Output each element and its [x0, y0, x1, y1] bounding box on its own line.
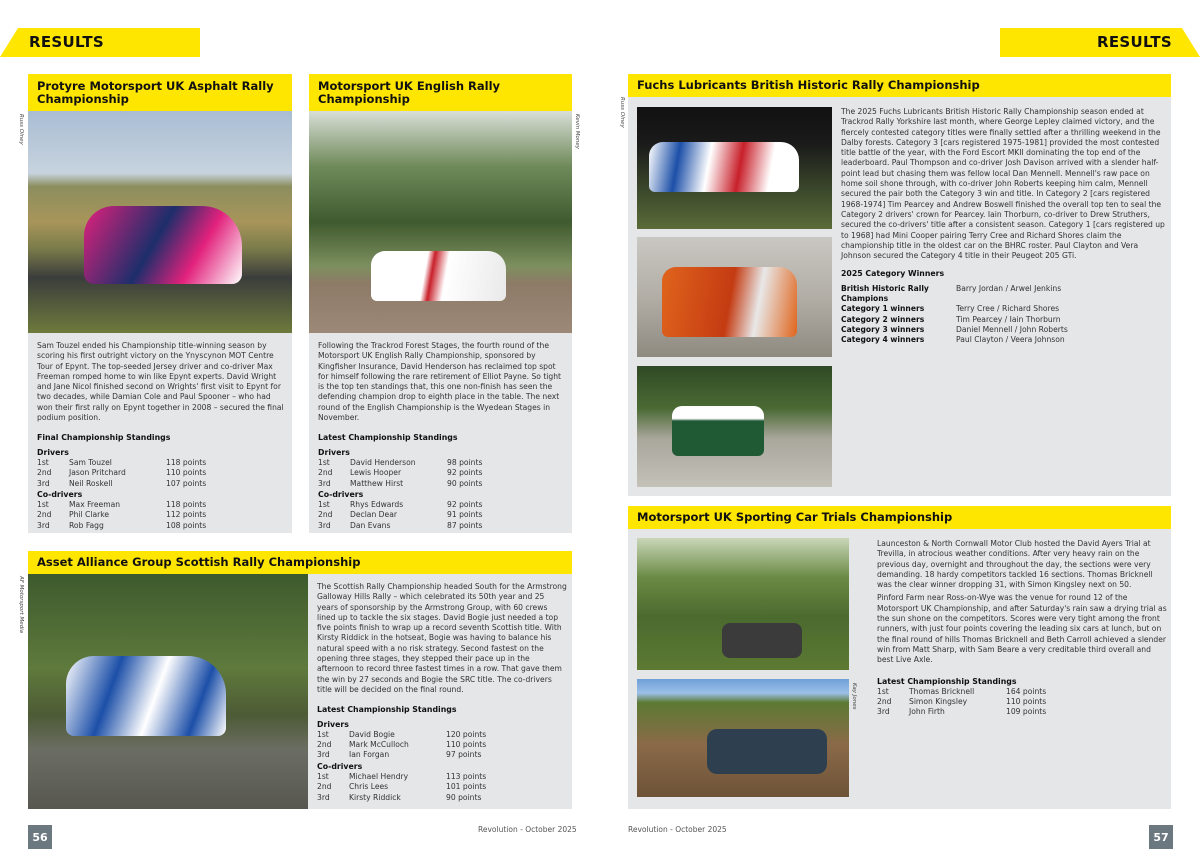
asphalt-article [28, 74, 292, 533]
standings-row [877, 687, 1167, 697]
points: 92 points [447, 468, 483, 478]
name: David Henderson [350, 457, 416, 467]
section-banner-left: RESULTS [18, 28, 200, 57]
names: Daniel Mennell / John Roberts [956, 324, 1068, 334]
position: 1st [37, 457, 49, 467]
rally-car-photo [309, 111, 572, 333]
name: Phil Clarke [69, 510, 110, 520]
position: 3rd [318, 520, 331, 530]
section-banner-right: RESULTS [1000, 28, 1182, 57]
standings-row [318, 458, 568, 468]
points: 110 points [1006, 697, 1047, 707]
article-body [877, 539, 1167, 718]
body-text: The 2025 Fuchs Lubricants British Historic Rally Championship season ended at Trackrod Rally Yorkshire last month, where George Lepley claimed victory, and the fiercely contested category titles were finally settled after a thrilling weekend in the Dalby forests. Category 3 [cars registered 1975-1981] provided the most contested title battle of the year, with the Ford Escort MKII dominating the top end of the leaderboard. Paul Thompson and co-driver Josh Davison arrived with a slender half-point lead but chasing them was fellow local Dan Mennell. Mennell's raw pace on home soil shone through, with co-driver John Roberts keeping him calm, Mennell secured the pair both the Category 3 win and title. In Category 2 [cars registered 1968-1974] Tim Pearcey and Andrew Boswell finished the overall top ten to seal the Category 2 drivers' crown for Pearcey. Iain Thorburn, co-driver to Drew Struthers, secured the co-drivers' title after a consistent season. Category 1 [cars registered up to 1968] had Mini Cooper pairing Terry Cree and Richard Shores claim the championship title in the oldest car on the BHRC roster. Paul Clayton and Vera Johnson secured the Category 4 title in their Peugeot 205 GTi. [841, 107, 1165, 261]
position: 3rd [317, 792, 330, 802]
page-number-right: 57 [1149, 825, 1173, 849]
english-article [309, 74, 572, 533]
points: 97 points [446, 750, 482, 760]
scottish-article [28, 551, 572, 809]
position: 2nd [318, 468, 333, 478]
winner-row [841, 335, 1166, 345]
rally-car-photo [28, 574, 308, 809]
codrivers-label: Co-drivers [317, 761, 363, 771]
body-text: Sam Touzel ended his Championship title-winning season by scoring his first outright victory on the Ynyscynon MOT Centre Tour of Epynt. The top-seeded Jersey driver and co-driver Max Freeman romped home to win like Epynt experts. David Wright and Jane Nicol finished second on Wrights' first visit to Epynt for two decades, while Damian Cole and Paul Spooner – who had won their first rally on Epynt together in 2008 – secured the final podium position. [37, 341, 284, 423]
photo-credit: AF Motorsport Media [18, 576, 24, 633]
points: 87 points [447, 520, 483, 530]
standings-row [877, 697, 1167, 707]
drivers-label: Drivers [317, 719, 349, 729]
points: 118 points [166, 457, 207, 467]
photo-credit: Russ Olney [18, 114, 24, 145]
standings-row [317, 740, 567, 750]
name: Ian Forgan [349, 750, 390, 760]
standings-row [317, 772, 567, 782]
winner-row [841, 315, 1166, 325]
standings-row [317, 782, 567, 792]
points: 90 points [446, 792, 482, 802]
article-body [317, 582, 567, 803]
standings-row [37, 479, 287, 489]
rally-car-photo [28, 111, 292, 333]
article-title: Motorsport UK English Rally Championship [309, 74, 572, 111]
page-number-left: 56 [28, 825, 52, 849]
name: Matthew Hirst [350, 478, 404, 488]
category: Category 2 winners [841, 314, 925, 324]
photo-credit: Russ Olney [619, 97, 625, 128]
standings-row [37, 458, 287, 468]
body-text: Following the Trackrod Forest Stages, the fourth round of the Motorsport UK English Rally Championship, sponsored by Kingfisher Insurance, David Henderson has reclaimed top spot for himself following the rare retirement of Elliot Payne. So tight is the top ten standings that, this one non-finish has seen the defending champion drop to eighth place in the table. The next round of the English Championship is the Wyedean Stages in November. [318, 341, 562, 423]
article-title: Fuchs Lubricants British Historic Rally Championship [628, 74, 1171, 97]
position: 1st [877, 686, 889, 696]
points: 107 points [166, 478, 207, 488]
points: 101 points [446, 782, 487, 792]
position: 1st [317, 772, 329, 782]
points: 90 points [447, 478, 483, 488]
standings-row [37, 521, 287, 531]
points: 92 points [447, 500, 483, 510]
escort-rally-car-photo [637, 107, 832, 229]
name: Kirsty Riddick [349, 792, 401, 802]
name: Max Freeman [69, 500, 121, 510]
name: Lewis Hooper [350, 468, 402, 478]
position: 1st [37, 500, 49, 510]
category: Category 3 winners [841, 324, 925, 334]
article-title: Protyre Motorsport UK Asphalt Rally Championship [28, 74, 292, 111]
position: 3rd [37, 520, 50, 530]
footer-right: Revolution - October 2025 [628, 825, 727, 834]
standings-title: Latest Championship Standings [877, 676, 1017, 686]
name: Rob Fagg [69, 520, 104, 530]
standings-row [37, 468, 287, 478]
body-text: Pinford Farm near Ross-on-Wye was the venue for round 12 of the Motorsport UK Championship, and after Saturday's rain saw a drying trial as the sun shone on the competitors. Scores were very tight among the front runners, with just four points covering the leading six cars at lunch, but on the final round of hills Thomas Bricknell and Beth Carroll achieved a slender win from Matt Sharp, with Sam Beare a very creditable third overall and best Live Axle. [877, 593, 1167, 665]
winners-title: 2025 Category Winners [841, 269, 945, 279]
name: Chris Lees [349, 782, 389, 792]
codrivers-label: Co-drivers [37, 489, 83, 499]
standings-row [877, 707, 1167, 717]
points: 113 points [446, 772, 487, 782]
standings-row [37, 500, 287, 510]
name: Sam Touzel [69, 457, 112, 467]
standings-title: Final Championship Standings [37, 433, 171, 443]
standings-row [317, 793, 567, 803]
standings-row [318, 468, 568, 478]
points: 120 points [446, 729, 487, 739]
standings-row [318, 500, 568, 510]
name: Dan Evans [350, 520, 391, 530]
names: Barry Jordan / Arwel Jenkins [956, 283, 1062, 293]
standings-title: Latest Championship Standings [317, 705, 457, 715]
points: 98 points [447, 457, 483, 467]
standings-title: Latest Championship Standings [318, 433, 458, 443]
name: Jason Pritchard [69, 468, 126, 478]
banner-corner [1182, 28, 1200, 57]
position: 2nd [317, 782, 332, 792]
points: 91 points [447, 510, 483, 520]
winner-row [841, 304, 1166, 314]
standings-row [318, 521, 568, 531]
category: Category 1 winners [841, 304, 925, 314]
position: 3rd [317, 750, 330, 760]
body-text: Launceston & North Cornwall Motor Club hosted the David Ayers Trial at Trevilla, in atrocious weather conditions. After very heavy rain on the previous day, overnight and throughout the day, the sections were very demanding. 18 hardy competitors tackled 16 sections. Thomas Bricknell was the clear winner dropping 31, with Simon Kingsley next on 50. [877, 539, 1153, 590]
article-body [318, 341, 568, 531]
name: David Bogie [349, 729, 395, 739]
article-title: Asset Alliance Group Scottish Rally Championship [28, 551, 572, 574]
points: 110 points [446, 740, 487, 750]
position: 2nd [877, 697, 892, 707]
article-body [37, 341, 287, 531]
body-text: The Scottish Rally Championship headed South for the Armstrong Galloway Hills Rally – which celebrated its 50th year and 25 years of sponsorship by the Armstrong Group, with 60 crews lined up to tackle the six stages. David Bogie just needed a top five points finish to wrap up a record seventh Scottish title. With Kirsty Riddick in the hotseat, Bogie was having to balance his natural speed with a no risk strategy. Second fastest on the opening three stages, they stepped their pace up in the afternoon to record three fastest times in a row. That gave them the win by 27 seconds and Bogie the SRC title. The co-drivers title will be decided on the final round. [317, 582, 567, 694]
points: 108 points [166, 520, 207, 530]
names: Tim Pearcey / Iain Thorburn [956, 314, 1061, 324]
position: 2nd [37, 468, 52, 478]
position: 2nd [318, 510, 333, 520]
trials-car-hill-photo [637, 679, 849, 797]
drivers-label: Drivers [318, 447, 350, 457]
winner-row [841, 284, 1166, 305]
position: 1st [318, 457, 330, 467]
photo-credit: Kay Jones [851, 683, 857, 710]
footer-left: Revolution - October 2025 [478, 825, 577, 834]
photo-credit: Kevin Money [574, 114, 580, 150]
drivers-label: Drivers [37, 447, 69, 457]
position: 3rd [37, 478, 50, 488]
trials-car-woods-photo [637, 538, 849, 670]
banner-corner [0, 28, 18, 57]
points: 110 points [166, 468, 207, 478]
position: 3rd [318, 478, 331, 488]
names: Paul Clayton / Veera Johnson [956, 335, 1065, 345]
points: 118 points [166, 500, 207, 510]
standings-row [37, 510, 287, 520]
article-body [841, 107, 1166, 346]
name: Rhys Edwards [350, 500, 404, 510]
orange-rally-car-photo [637, 237, 832, 357]
name: Simon Kingsley [909, 697, 968, 707]
name: Mark McCulloch [349, 740, 409, 750]
points: 112 points [166, 510, 207, 520]
standings-row [318, 510, 568, 520]
position: 2nd [37, 510, 52, 520]
position: 2nd [317, 740, 332, 750]
winner-row [841, 325, 1166, 335]
name: Declan Dear [350, 510, 397, 520]
standings-row [318, 479, 568, 489]
trials-article [628, 506, 1171, 809]
points: 109 points [1006, 707, 1047, 717]
position: 1st [318, 500, 330, 510]
standings-row [317, 730, 567, 740]
position: 1st [317, 729, 329, 739]
article-title: Motorsport UK Sporting Car Trials Championship [628, 506, 1171, 529]
points: 164 points [1006, 686, 1047, 696]
name: Neil Roskell [69, 478, 113, 488]
codrivers-label: Co-drivers [318, 489, 364, 499]
mini-cooper-photo [637, 366, 832, 487]
historic-article [628, 74, 1171, 496]
category: British Historic Rally Champions [841, 283, 929, 304]
category: Category 4 winners [841, 335, 925, 345]
name: John Firth [909, 707, 945, 717]
names: Terry Cree / Richard Shores [956, 304, 1060, 314]
name: Thomas Bricknell [909, 686, 975, 696]
position: 3rd [877, 707, 890, 717]
standings-row [317, 750, 567, 760]
name: Michael Hendry [349, 772, 409, 782]
